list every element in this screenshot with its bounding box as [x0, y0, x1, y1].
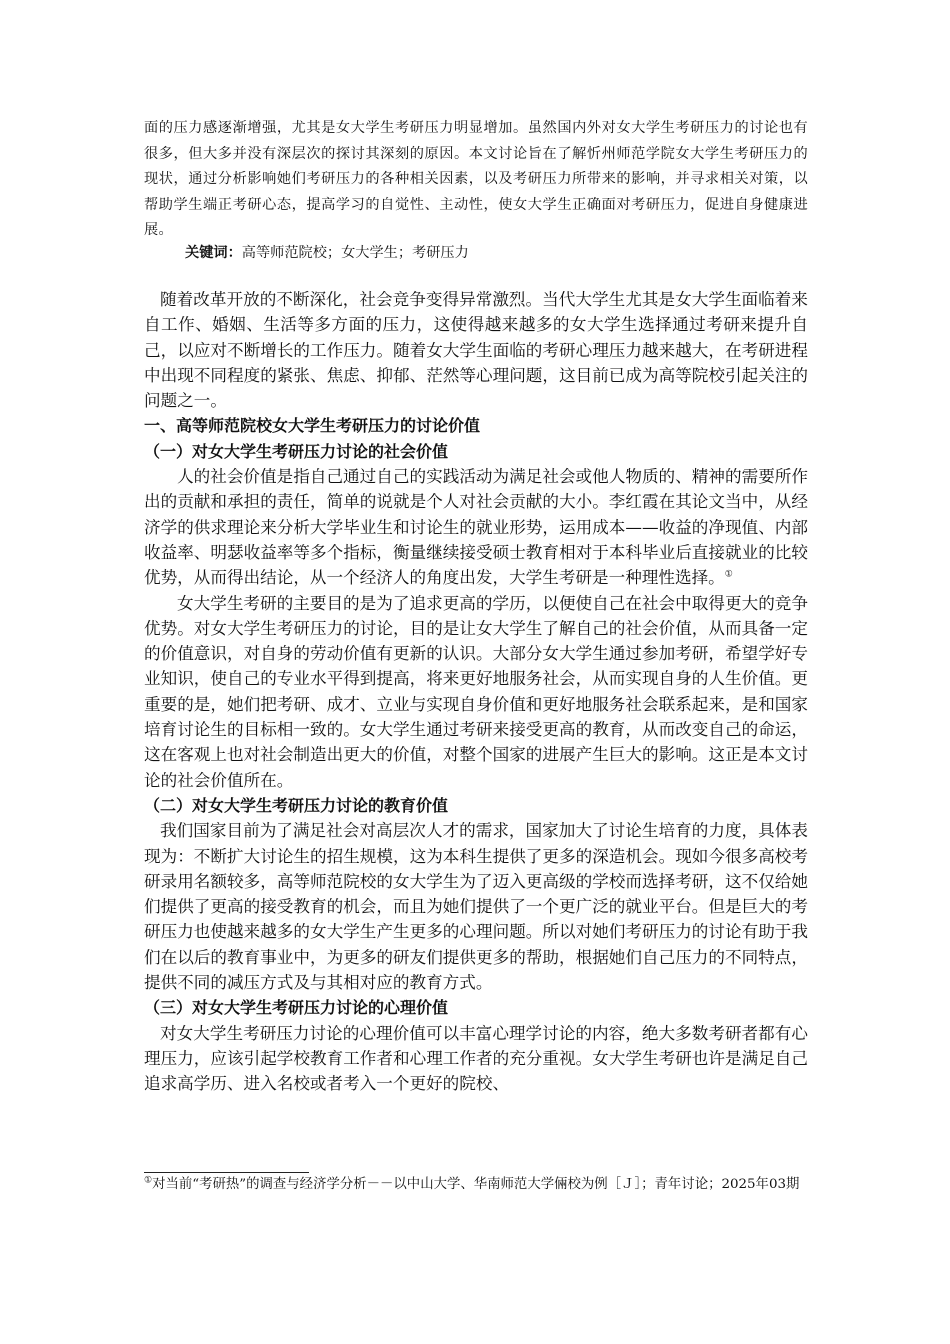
- keywords-line: [185, 240, 469, 266]
- keywords-label: 关键词：: [185, 245, 242, 261]
- footnote-separator: [144, 1172, 309, 1173]
- psychology-value-paragraph: 对女大学生考研压力讨论的心理价值可以丰富心理学讨论的内容，绝大多数考研者都有心理压力，应该引起学校教育工作者和心理工作者的充分重视。女大学生考研也许是满足自己追求高学历、进入名校或者考入一个更好的院校、: [144, 1023, 808, 1094]
- footnote-text: 对当前“考研热”的调查与经济学分析－－以中山大学、华南师范大学倆校为例［Ｊ］；青年讨论；2025年03期: [152, 1177, 800, 1192]
- body-text: [144, 287, 808, 1097]
- social-value-text-1: 人的社会价值是指自己通过自己的实践活动为满足社会或他人物质的、精神的需要所作出的贡献和承担的责任，简单的说就是个人对社会贡献的大小。李红霞在其论文当中，从经济学的供求理论来分析大学毕业生和讨论生的就业形势，运用成本——收益的净现值、内部收益率、明瑟收益率等多个指标，衡量继续接受硕士教育相对于本科毕业后直接就业的比较优势，从而得出结论，从一个经济人的角度出发，大学生考研是一种理性选择。: [144, 467, 808, 588]
- section-heading: 一、高等师范院校女大学生考研压力的讨论价值: [144, 416, 481, 436]
- social-value-paragraph-2: 女大学生考研的主要目的是为了追求更高的学历，以便使自己在社会中取得更大的竞争优势。对女大学生考研压力的讨论，目的是让女大学生了解自己的社会价值，从而具备一定的价值意识，对自身的劳动价值有更新的认识。大部分女大学生通过参加考研，希望学好专业知识，使自己的专业水平得到提高，将来更好地服务社会，从而实现自身的人生价值。更重要的是，她们把考研、成才、立业与实现自身价值和更好地服务社会联系起来，是和国家培育讨论生的目标相一致的。女大学生通过考研来接受更高的教育，从而改变自己的命运，这在客观上也对社会制造出更大的价值，对整个国家的进展产生巨大的影响。这正是本文讨论的社会价值所在。: [144, 593, 808, 790]
- intro-paragraph: 随着改革开放的不断深化，社会竞争变得异常激烈。当代大学生尤其是女大学生面临着来自工作、婚姻、生活等多方面的压力，这使得越来越多的女大学生选择通过考研来提升自己，以应对不断增长的工作压力。随着女大学生面临的考研心理压力越来越大，在考研进程中出现不同程度的紧张、焦虑、抑郁、茫然等心理问题，这目前已成为高等院校引起关注的问题之一。: [144, 290, 808, 411]
- subsection-heading-social: （一）对女大学生考研压力讨论的社会价值: [144, 441, 449, 461]
- footnote-ref[interactable]: ①: [724, 569, 733, 580]
- education-value-paragraph: 我们国家目前为了满足社会对高层次人才的需求，国家加大了讨论生培育的力度，具体表现为：不断扩大讨论生的招生规模，这为本科生提供了更多的深造机会。现如今很多高校考研录用名额较多，高等师范院校的女大学生为了迈入更高级的学校而选择考研，这不仅给她们提供了更高的接受教育的机会，而且为她们提供了一个更广泛的就业平台。但是巨大的考研压力也使越来越多的女大学生产生更多的心理问题。所以对她们考研压力的讨论有助于我们在以后的教育事业中，为更多的研友们提供更多的帮助，根据她们自己压力的不同特点，提供不同的减压方式及与其相对应的教育方式。: [144, 821, 808, 993]
- social-value-paragraph-1: [144, 464, 808, 590]
- abstract-paragraph: 面的压力感逐渐增强，尤其是女大学生考研压力明显增加。虽然国内外对女大学生考研压力的讨论也有很多，但大多并没有深层次的探讨其深刻的原因。本文讨论旨在了解忻州师范学院女大学生考研压力的现状，通过分析影响她们考研压力的各种相关因素，以及考研压力所带来的影响，并寻求相关对策，以帮助学生端正考研心态，提高学习的自觉性、主动性，使女大学生正确面对考研压力，促进自身健康进展。: [144, 120, 808, 239]
- footnote: [144, 1174, 808, 1195]
- subsection-heading-education: （二）对女大学生考研压力讨论的教育价值: [144, 795, 449, 815]
- subsection-heading-psychology: （三）对女大学生考研压力讨论的心理价值: [144, 998, 449, 1018]
- footnote-mark: ①: [144, 1175, 153, 1186]
- keywords-value: 高等师范院校；女大学生；考研压力: [241, 245, 469, 261]
